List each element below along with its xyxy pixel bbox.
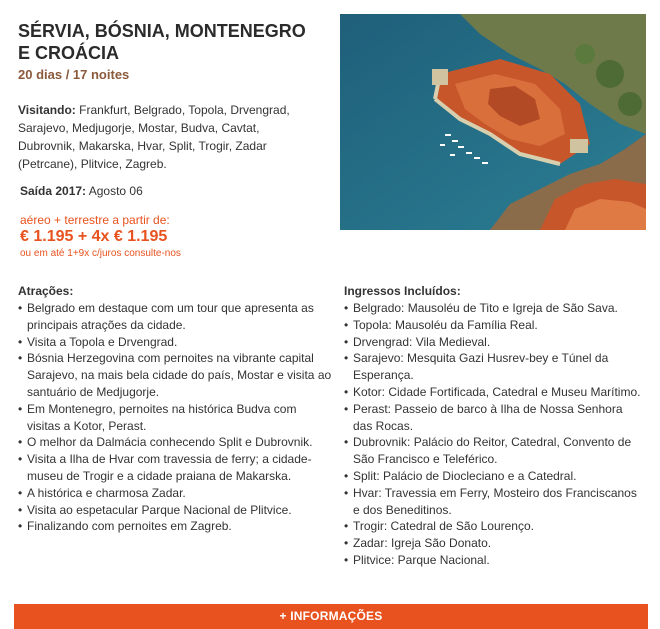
list-item: • Perast: Passeio de barco à Ilha de Nossa Senhora das Rocas. — [344, 401, 644, 435]
list-item: • Plitvice: Parque Nacional. — [344, 552, 644, 569]
more-info-button[interactable]: + INFORMAÇÕES — [14, 604, 648, 629]
tickets-section — [344, 284, 644, 569]
attractions-section — [18, 284, 333, 535]
visiting-text: Frankfurt, Belgrado, Topola, Drvengrad, Sarajevo, Medjugorje, Mostar, Budva, Cavtat, Dubrovnik, Makarska, Hvar, Split, Trogir, Zadar (Petrcane), Plitvice, Zagreb. — [18, 103, 290, 171]
list-item: • Belgrado: Mausoléu de Tito e Igreja de São Sava. — [344, 300, 644, 317]
departure-info — [20, 184, 143, 198]
attractions-heading: Atrações: — [18, 284, 74, 298]
departure-value: Agosto 06 — [88, 184, 143, 198]
list-item: • Dubrovnik: Palácio do Reitor, Catedral, Convento de São Francisco e Teleférico. — [344, 434, 644, 468]
list-item: • Visita ao espetacular Parque Nacional de Plitvice. — [18, 502, 333, 519]
list-item: • A histórica e charmosa Zadar. — [18, 485, 333, 502]
price-label: aéreo + terrestre a partir de: — [20, 213, 170, 227]
list-item: • Sarajevo: Mesquita Gazi Husrev-bey e Túnel da Esperança. — [344, 350, 644, 384]
list-item: • Em Montenegro, pernoites na histórica Budva com visitas a Kotor, Perast. — [18, 401, 333, 435]
tour-title — [18, 20, 318, 64]
list-item: • Hvar: Travessia em Ferry, Mosteiro dos Franciscanos e dos Beneditinos. — [344, 485, 644, 519]
visiting-paragraph — [18, 101, 318, 173]
tour-title-line1: SÉRVIA, BÓSNIA, MONTENEGRO — [18, 21, 306, 41]
dubrovnik-photo — [340, 14, 646, 230]
list-item: • Kotor: Cidade Fortificada, Catedral e Museu Marítimo. — [344, 384, 644, 401]
dubrovnik-illustration — [340, 14, 646, 230]
attractions-list — [18, 300, 333, 535]
price-note: ou em até 1+9x c/juros consulte-nos — [20, 248, 181, 259]
tickets-heading: Ingressos Incluídos: — [344, 284, 461, 298]
tickets-list — [344, 300, 644, 569]
list-item: • Zadar: Igreja São Donato. — [344, 535, 644, 552]
list-item: • Trogir: Catedral de São Lourenço. — [344, 518, 644, 535]
list-item: • Bósnia Herzegovina com pernoites na vibrante capital Sarajevo, na mais bela cidade do país, Mostar e visita ao santuário de Medjugorje. — [18, 350, 333, 400]
visiting-label: Visitando: — [18, 103, 76, 117]
tour-duration: 20 dias / 17 noites — [18, 67, 130, 82]
list-item: • Split: Palácio de Diocleciano e a Catedral. — [344, 468, 644, 485]
departure-label: Saída 2017: — [20, 184, 87, 198]
list-item: • Visita a Ilha de Hvar com travessia de ferry; a cidade-museu de Trogir e a cidade praiana de Makarska. — [18, 451, 333, 485]
tour-title-line2: E CROÁCIA — [18, 43, 120, 63]
price-value: € 1.195 + 4x € 1.195 — [20, 228, 168, 245]
list-item: • Visita a Topola e Drvengrad. — [18, 334, 333, 351]
list-item: • Topola: Mausoléu da Família Real. — [344, 317, 644, 334]
list-item: • Finalizando com pernoites em Zagreb. — [18, 518, 333, 535]
list-item: • Belgrado em destaque com um tour que apresenta as principais atrações da cidade. — [18, 300, 333, 334]
list-item: • Drvengrad: Vila Medieval. — [344, 334, 644, 351]
list-item: • O melhor da Dalmácia conhecendo Split e Dubrovnik. — [18, 434, 333, 451]
